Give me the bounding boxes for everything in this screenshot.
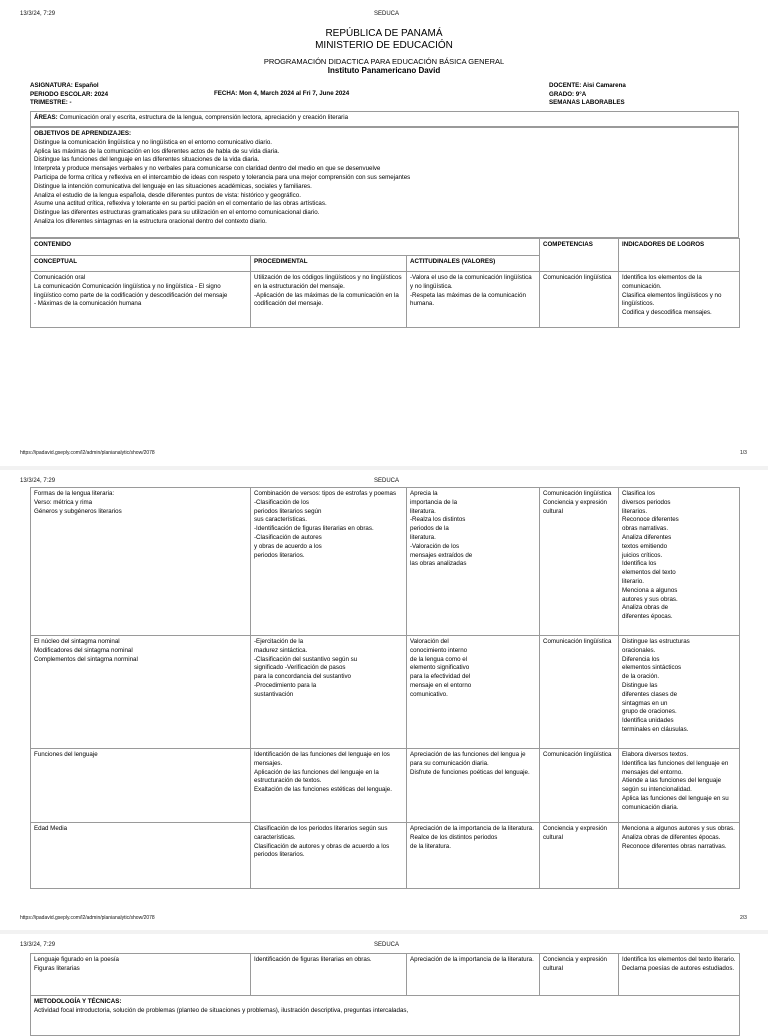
page-separator [0, 930, 768, 934]
periodo-escolar: PERIODO ESCOLAR: 2024 [30, 90, 109, 98]
print-site: SEDUCA [374, 478, 400, 484]
cell-procedimental: -Ejercitación de la madurez sintáctica. -Clasificación del sustantivo según su significado -Verificación de pasos para la concordancia del sustantivo -Procedimiento para la sustantivación [251, 636, 407, 749]
print-site: SEDUCA [374, 942, 400, 948]
contenido-table-p1 [30, 238, 740, 328]
cell-competencias: Comunicación lingüística [540, 749, 619, 823]
table-row [31, 823, 740, 889]
cell-actitudinal: Apreciación de las funciones del lengua je para su comunicación diaria. Disfrute de funciones poéticas del lenguaje. [407, 749, 540, 823]
semanas-laborables: SEMANAS LABORABLES [549, 99, 625, 106]
cell-conceptual: Edad Media [31, 823, 251, 889]
table-row [31, 749, 740, 823]
cell-procedimental: Clasificación de los periodos literarios según sus características. Clasificación de autores y obras de acuerdo a los periodos literarios. [251, 823, 407, 889]
institute-name: Instituto Panamericano David [327, 66, 441, 75]
objetivo-item: Aplica las máximas de la comunicación en los diferentes actos de habla de su vida diaria. [34, 147, 280, 155]
fecha: FECHA: Mon 4, March 2024 al Fri 7, June 2024 [214, 90, 350, 97]
header-indicadores: INDICADORES DE LOGROS [619, 239, 740, 272]
print-site: SEDUCA [374, 11, 400, 17]
page-number: 2/3 [740, 915, 747, 921]
cell-indicadores: Elabora diversos textos. Identifica las funciones del lenguaje en mensajes del entorno. Atiende a las funciones del lenguaje según su intencionalidad. Aplica las funciones del lenguaje en su comunicación diaria. [619, 749, 740, 823]
table-row [31, 636, 740, 749]
docente: DOCENTE: Aisi Camarena [549, 82, 626, 89]
cell-indicadores: Identifica los elementos de la comunicación. Clasifica elementos lingüísticos y no lingüísticos. Codifica y descodifica mensajes. [619, 272, 740, 328]
print-datetime: 13/3/24, 7:29 [20, 478, 56, 484]
header-contenido: CONTENIDO [31, 239, 540, 256]
objetivos-box [30, 127, 739, 238]
page-number: 1/3 [740, 450, 747, 456]
objetivo-item: Distingue las diferentes estructuras gramaticales para su utilización en el entorno comunicacional diario. [34, 209, 320, 217]
cell-competencias: Comunicación lingüística Conciencia y expresión cultural [540, 488, 619, 636]
objetivo-item: Participa de forma crítica y reflexiva en el intercambio de ideas con respeto y tolerancia para una mejor comprensión con sus semejantes [34, 173, 411, 181]
cell-actitudinal: Aprecia la importancia de la literatura. -Realza los distintos periodos de la literatura. -Valoración de los mensajes extraídos de las obras analizadas [407, 488, 540, 636]
asignatura: ASIGNATURA: Español [30, 82, 99, 89]
table-row [31, 954, 740, 996]
metodologia-cell [31, 996, 740, 1036]
cell-competencias: Conciencia y expresión cultural [540, 954, 619, 996]
header-actitudinales: ACTITUDINALES (VALORES) [407, 256, 540, 272]
objetivo-item: Distingue la comunicación lingüística y no lingüística en el entorno comunicativo diario. [34, 138, 273, 146]
print-datetime: 13/3/24, 7:29 [20, 11, 56, 17]
cell-actitudinal: Apreciación de la importancia de la literatura. [407, 954, 540, 996]
objetivo-item: Distingue las funciones del lenguaje en las diferentes situaciones de la vida diaria. [34, 156, 260, 164]
table-row [31, 996, 740, 1036]
areas-text: Comunicación oral y escrita, estructura de la lengua, comprensión lectora, apreciación y creación literaria [59, 114, 349, 121]
contenido-table-p2 [30, 487, 740, 889]
metodologia-title: METODOLOGÍA Y TÉCNICAS: [34, 998, 122, 1005]
grado: GRADO: 9°A [549, 90, 587, 98]
trimestre: TRIMESTRE: - [30, 99, 72, 106]
table-row [31, 488, 740, 636]
print-url: https://ipadavid.gseply.com/l2/admin/planianalytic/show/2078 [20, 450, 155, 456]
cell-procedimental: Identificación de las funciones del lenguaje en los mensajes. Aplicación de las funciones del lenguaje en la estructuración de textos. Exaltación de las funciones estéticas del lenguaje. [251, 749, 407, 823]
cell-conceptual: Funciones del lenguaje [31, 749, 251, 823]
objetivo-item: Asume una actitud crítica, reflexiva y tolerante en su partici pación en el comentario de las obras artísticas. [34, 200, 327, 208]
areas-box [30, 111, 739, 127]
cell-procedimental: Identificación de figuras literarias en obras. [251, 954, 407, 996]
cell-conceptual: El núcleo del sintagma nominal Modificadores del sintagma nominal Complementos del sintagma norminal [31, 636, 251, 749]
print-url: https://ipadavid.gseply.com/l2/admin/planianalytic/show/2078 [20, 915, 155, 921]
cell-procedimental: Combinación de versos: tipos de estrofas y poemas -Clasificación de los periodos literarios según sus características. -Identificación de figuras literarias en obras. -Clasificación de autores y obras de acuerdo a los periodos literarios. [251, 488, 407, 636]
cell-competencias: Comunicación lingüística [540, 272, 619, 328]
objetivos-title: OBJETIVOS DE APRENDIZAJES: [34, 130, 132, 137]
page-separator [0, 466, 768, 470]
title-ministerio: MINISTERIO DE EDUCACIÓN [315, 40, 453, 51]
print-datetime: 13/3/24, 7:29 [20, 942, 56, 948]
objetivo-item: Analiza el estudio de la lengua española, desde diferentes puntos de vista: histórico y geográfico. [34, 191, 301, 199]
cell-indicadores: Distingue las estructuras oracionales. Diferencia los elementos sintácticos de la oración. Distingue las diferentes clases de sintagmas en un grupo de oraciones. Identifica unidades terminales en cláusulas. [619, 636, 740, 749]
cell-conceptual: Comunicación oral La comunicación Comunicación lingüística y no lingüística - El signo lingüístico como parte de la codificación y descodificación del mensaje - Máximas de la comunicación humana [31, 272, 251, 328]
cell-actitudinal: -Valora el uso de la comunicación lingüística y no lingüística. -Respeta las máximas de la comunicación humana. [407, 272, 540, 328]
objetivo-item: Analiza los diferentes sintagmas en la estructura oracional dentro del contexto diario. [34, 217, 267, 225]
header-procedimental: PROCEDIMENTAL [251, 256, 407, 272]
header-competencias: COMPETENCIAS [540, 239, 619, 272]
cell-actitudinal: Valoración del conocimiento interno de la lengua como el elemento significativo para la efectividad del mensaje en el entorno comunicativo. [407, 636, 540, 749]
objetivo-item: Interpreta y produce mensajes verbales y no verbales para comunicarse con claridad dentro del medio en que se desenvuelve [34, 165, 381, 173]
info-left [30, 82, 108, 108]
areas-label: ÁREAS: [34, 114, 58, 121]
metodologia-text: Actividad focal introductoria, solución de problemas (planteo de situaciones y problemas), ilustración descriptiva, preguntas intercaladas, [34, 1006, 409, 1014]
header-conceptual: CONCEPTUAL [31, 256, 251, 272]
cell-indicadores: Clasifica los diversos periodos literarios. Reconoce diferentes obras narrativas. Analiza diferentes textos emitiendo juicios críticos. Identifica los elementos del texto literario. Menciona a algunos autores y sus obras. Analiza obras de diferentes épocas. [619, 488, 740, 636]
cell-actitudinal: Apreciación de la importancia de la literatura. Realce de los distintos periodos de la literatura. [407, 823, 540, 889]
cell-indicadores: Menciona a algunos autores y sus obras. Analiza obras de diferentes épocas. Reconoce diferentes obras narrativas. [619, 823, 740, 889]
info-right [549, 82, 626, 108]
cell-indicadores: Identifica los elementos del texto literario. Declama poesías de autores estudiados. [619, 954, 740, 996]
table-row [31, 272, 740, 328]
cell-conceptual: Formas de la lengua literaria: Verso: métrica y rima Géneros y subgéneros literarios [31, 488, 251, 636]
title-republica: REPÚBLICA DE PANAMÁ [325, 28, 443, 39]
cell-competencias: Conciencia y expresión cultural [540, 823, 619, 889]
cell-procedimental: Utilización de los códigos lingüísticos y no lingüísticos en la estructuración del mensaje. -Aplicación de las máximas de la comunicación en la codificación del mensaje. [251, 272, 407, 328]
document-subtitle: PROGRAMACIÓN DIDACTICA PARA EDUCACIÓN BÁSICA GENERAL [263, 57, 505, 66]
cell-competencias: Comunicación lingüística [540, 636, 619, 749]
cell-conceptual: Lenguaje figurado en la poesía Figuras literarias [31, 954, 251, 996]
objetivo-item: Distingue la intención comunicativa del lenguaje en las situaciones académicas, sociales y familiares. [34, 182, 312, 190]
